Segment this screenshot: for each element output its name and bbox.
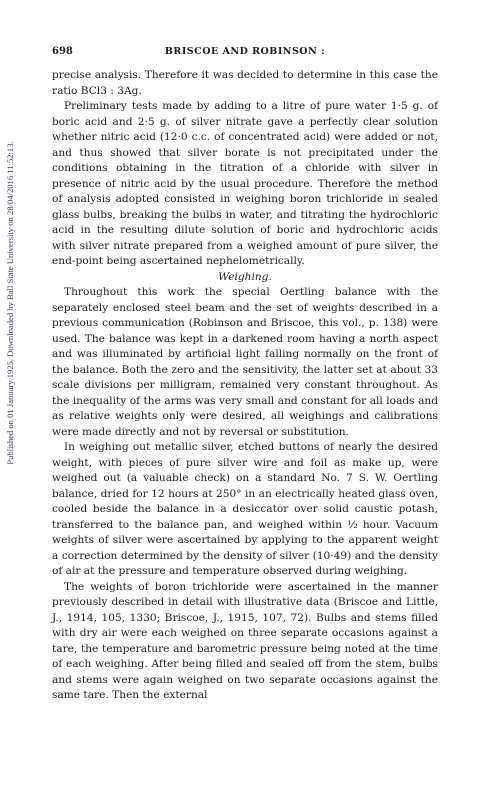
article-body	[52, 68, 438, 704]
running-title: BRISCOE AND ROBINSON :	[164, 46, 326, 57]
page-header	[52, 46, 438, 60]
download-notice-text: Published on 01 January 1925. Downloaded by Ball State University on 28/04/2016 11:52:13.	[5, 141, 15, 465]
paragraph-5: The weights of boron trichloride were ascertained in the manner previously described in detail with illustrative data (Briscoe and Little, J., 1914, 105, 1330; Briscoe, J., 1915, 107, 72). Bulbs and stems filled with dry air were each weighed on three separate occasions against a tare, the temperature and barometric pressure being noted at the time of each weighing. After being filled and sealed off from the stem, bulbs and stems were again weighed on two separate occasions against the same tare. Then the external	[52, 580, 438, 701]
page-number: 698	[52, 46, 73, 57]
download-notice	[3, 88, 17, 518]
paragraph-1: precise analysis. Therefore it was decided to determine in this case the ratio BCl3 : 3Ag.	[52, 69, 438, 97]
paragraph-2: Preliminary tests made by adding to a litre of pure water 1·5 g. of boric acid and 2·5 g. of silver nitrate gave a perfectly clear solution whether nitric acid (12·0 c.c. of concentrated acid) were added or not, and thus showed that silver borate is not precipitated under the conditions obtaining in the titration of a chloride with silver in presence of nitric acid by the usual procedure. Therefore the method of analysis adopted consisted in weighing boron trichloride in sealed glass bulbs, breaking the bulbs in water, and titrating the hydrochloric acid in the resulting dilute solution of boric and hydrochloric acids with silver nitrate prepared from a weighed amount of pure silver, the end-point being ascertained nephelometrically.	[52, 100, 438, 267]
section-heading: Weighing.	[218, 270, 272, 283]
paragraph-3: Throughout this work the special Oertling balance with the separately enclosed steel beam and the set of weights described in a previous communication (Robinson and Briscoe, this vol., p. 138) were used. The balance was kept in a darkened room having a north aspect and was illuminated by artificial light falling normally on the front of the balance. Both the zero and the sensitivity, the latter set at about 33 scale divisions per milligram, remained very constant throughout. As the inequality of the arms was very small and constant for all loads and as relative weights only were desired, all weighings and calibrations were made directly and not by reversal or substitution.	[52, 286, 438, 438]
paragraph-4: In weighing out metallic silver, etched buttons of nearly the desired weight, with pieces of pure silver wire and foil as make up, were weighed out (a valuable check) on a standard No. 7 S. W. Oertling balance, dried for 12 hours at 250° in an electrically heated glass oven, cooled beside the balance in a desiccator over solid caustic potash, transferred to the balance pan, and weighed within ½ hour. Vacuum weights of silver were ascertained by applying to the apparent weight a correction determined by the density of silver (10·49) and the density of air at the pressure and temperature observed during weighing.	[52, 441, 438, 577]
